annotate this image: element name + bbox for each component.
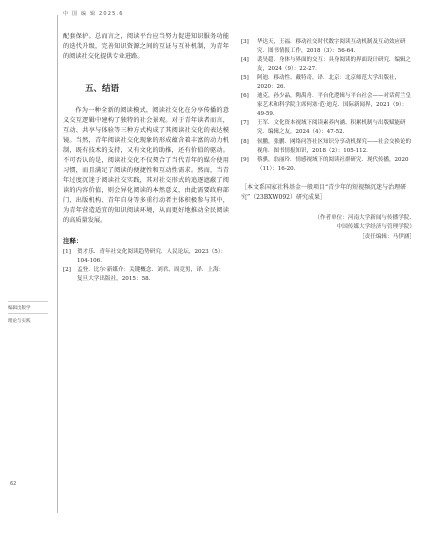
notes-title: 注释： [63,237,83,245]
reference-number: [9] [241,156,249,163]
responsible-editor: ［责任编辑：马伊涵］ [359,233,415,240]
margin-rule [57,15,58,513]
reference-text: 迪克，孙少晶，陶禹舟．平台化逻辑与平台社会——对话荷兰皇家艺术和科学院主席何塞·范·迪克．国际新闻界，2021（9）：49-59. [257,93,412,118]
note-item [63,266,229,284]
reference-text: 裴昊超．身体与界面的交互：具身阅读的界面设计研究．编辑之友，2024（9）：22-27. [257,57,412,73]
note-number: [1] [63,249,71,255]
reference-item [241,119,415,137]
reference-text: 王军．文化资本视域下阅读素养内涵、积累机制与出版赋能研究．编辑之友，2024（4）：47-52. [257,120,406,136]
reference-text: 侯鹏，张鹏．网络问答社区知识分享动机探究——社会交换论的视角．图书情报知识，2018（2）：105-112. [257,138,412,154]
reference-item [241,156,415,174]
sidebar-column-name: 编辑出版学 [8,306,31,311]
note-text: 孟登．比尔·新媒介：关键概念．刘君、周竞男，译．上海：复旦大学出版社，2015：58. [77,267,225,282]
funding-note: ［本文系国家社科基金一般项目“青少年的短视频沉迷与治理研究”（23BXW092）研究成果］ [241,183,407,201]
reference-text: 华达天，王福．移动社交时代数字阅读互动机制及互动效应研究．图书情报工作，2018（3）：56-64. [257,39,406,55]
note-number: [2] [63,267,71,273]
conclusion-paragraph: 作为一种全新的阅读模式，阅读社交化在分享传播的意义交互逻辑中建构了独特的社会景观。对于青年读者而言，互动、共享与体验等三种方式构成了其阅读社交化的表达模镜。当然，青年阅读社交化现象的形成蕴含着丰富的动力机制，既有技术的支持，又有文化的助推，还有价值的驱动。不可否认的是，阅读社交化不仅契合了当代青年的媒介使用习惯，而且满足了阅读的便捷性和互动性需求。然而，当青年过度沉迷于阅读社交实践，其对社交形式的追逐遮蔽了阅读的内容价值，则会异化阅读的本然意义，由此需要政府部门、出版机构、青年自身等多重行动者主体积极参与其中，为青年营造适宜的知识阅读环境，从而更好地推动全民阅读的高质量发展。 [63,107,229,224]
reference-text: 阿迪．移动性、戴特奇，译．北京：北京师范大学出版社，2020：26. [257,75,401,91]
note-item [63,248,229,266]
journal-header: 中 国 编 辑 2025.6 [63,11,124,17]
reference-number: [4] [241,57,249,64]
reference-number: [5] [241,75,249,82]
reference-item [241,56,415,74]
reference-text: 蔡骐，翁丽玲．情感视域下的阅读社群研究．现代传播，2020（11）：16-20. [257,156,409,172]
section-title: 五、结语 [85,84,120,94]
reference-item [241,74,415,92]
sidebar-divider-top [8,301,48,302]
page-number: 62 [10,481,17,487]
reference-item [241,92,415,119]
intro-paragraph: 配套保护。总而言之，阅读平台应当努力促进知识服务功能的迭代升级，完善知识资源之间的互证与互补机制，为青年的阅读社交化提供专业进路。 [63,33,229,60]
reference-item [241,38,415,56]
left-column [63,32,229,284]
sidebar-subcolumn-name: 理论与实践 [8,319,31,324]
author-affiliation [241,214,415,243]
reference-number: [7] [241,120,249,127]
reference-number: [3] [241,39,249,45]
right-column [241,38,415,242]
reference-number: [6] [241,93,249,100]
reference-item [241,138,415,156]
sidebar-divider-middle [8,313,48,314]
note-text: 贺才乐．青年社交化阅读趋势研究．人民论坛，2023（5）：104-106. [77,249,227,264]
reference-number: [8] [241,138,249,145]
affiliation-line: （作者单位：河南大学新闻与传播学院、 [314,214,415,221]
affiliation-line: 中国传媒大学经济与管理学院） [336,224,415,231]
